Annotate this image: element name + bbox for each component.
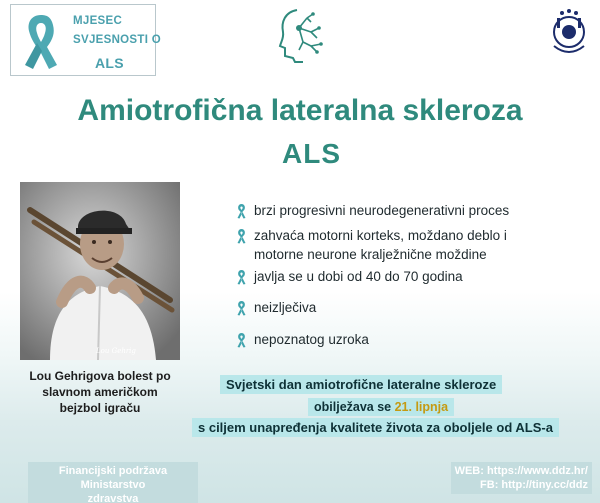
world-day-line3: s ciljem unapređenja kvalitete života za oboljele od ALS-a <box>192 418 559 437</box>
caption-line: bejzbol igraču <box>59 401 141 415</box>
neuron-head-icon <box>277 6 327 64</box>
fact-item <box>236 226 507 264</box>
facebook-link[interactable]: FB: http://tiny.cc/ddz <box>480 479 588 491</box>
page-subtitle: ALS <box>282 138 341 169</box>
lou-gehrig-photo <box>20 182 180 360</box>
baseball-player-illustration <box>20 182 180 360</box>
ribbon-bullet-icon <box>236 228 247 244</box>
fact-text: zahvaća motorni korteks, moždano deblo i <box>254 228 507 243</box>
awareness-ribbon-icon <box>19 11 63 73</box>
ribbon-bullet-icon <box>236 300 247 316</box>
fact-item <box>236 298 316 317</box>
funding-line2: zdravstva <box>87 493 139 503</box>
fact-item <box>236 201 509 220</box>
fact-text: nepoznatog uzroka <box>254 332 369 347</box>
month-title-line1: MJESEC <box>73 15 123 27</box>
month-title-line2: SVJESNOSTI O <box>73 34 161 46</box>
world-day-date: 21. lipnja <box>394 400 449 414</box>
ribbon-bullet-icon <box>236 269 247 285</box>
ribbon-bullet-icon <box>236 332 247 348</box>
ddz-logo-icon <box>548 8 590 60</box>
fact-item <box>236 330 369 349</box>
fact-text: neizlječiva <box>254 300 317 315</box>
world-day-line1: Svjetski dan amiotrofične lateralne skleroze <box>220 375 502 394</box>
month-title-line3: ALS <box>95 55 124 71</box>
photo-signature: Lou Gehrig <box>96 347 136 355</box>
photo-caption <box>18 368 182 416</box>
fact-text: brzi progresivni neurodegenerativni proces <box>254 203 510 218</box>
world-day-line2-prefix: obilježava se <box>314 400 395 414</box>
contact-links <box>451 462 592 494</box>
caption-line: Lou Gehrigova bolest po <box>29 369 171 383</box>
fact-text: javlja se u dobi od 40 do 70 godina <box>254 269 463 284</box>
funding-line1: Financijski podržava Ministarstvo <box>58 465 168 491</box>
awareness-month-badge <box>10 4 161 76</box>
fact-text-continued: motorne neurone kralježnične moždine <box>254 247 487 262</box>
web-link[interactable]: WEB: https://www.ddz.hr/ <box>454 465 588 477</box>
fact-item <box>236 267 463 286</box>
page-title: Amiotrofična lateralna skleroza <box>77 94 523 127</box>
funding-note <box>28 462 198 503</box>
caption-line: slavnom američkom <box>42 385 158 399</box>
ribbon-bullet-icon <box>236 203 247 219</box>
world-day-line2 <box>308 398 454 416</box>
